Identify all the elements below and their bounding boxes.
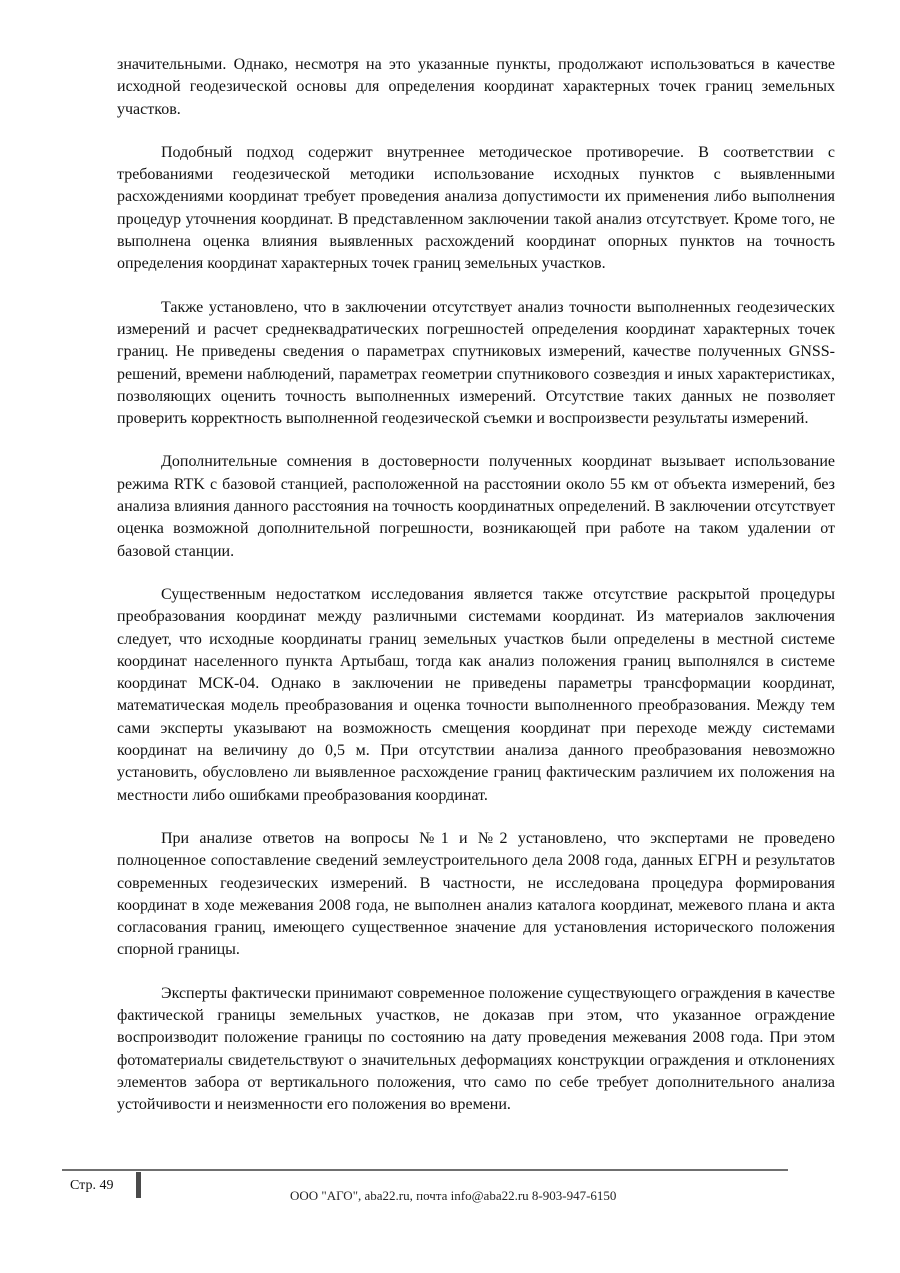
paragraph-1: значительными. Однако, несмотря на это указанные пункты, продолжают использоваться в качестве исходной геодезической основы для определения координат характерных точек границ земельных участков.: [117, 56, 835, 118]
paragraph-4: Дополнительные сомнения в достоверности полученных координат вызывает использование режима RTK с базовой станцией, расположенной на расстоянии около 55 км от объекта измерений, без анализа влияния данного расстояния на точность координатных определений. В заключении отсутствует оценка возможной дополнительной погрешности, возникающей при работе на таком удалении от базовой станции.: [117, 453, 835, 560]
page-footer: [62, 1165, 792, 1205]
paragraph-5: Существенным недостатком исследования является также отсутствие раскрытой процедуры преобразования координат между различными системами координат. Из материалов заключения следует, что исходные координаты границ земельных участков были определены в местной системе координат населенного пункта Артыбаш, тогда как анализ положения границ выполнялся в системе координат МСК-04. Однако в заключении не приведены параметры трансформации координат, математическая модель преобразования и оценка точности выполненного преобразования. Между тем сами эксперты указывают на возможность смещения координат при переходе между системами координат на величину до 0,5 м. При отсутствии анализа данного преобразования невозможно установить, обусловлено ли выявленное расхождение границ фактическим различием их положения на местности либо ошибками преобразования координат.: [117, 585, 835, 804]
footer-separator-mark: [136, 1172, 141, 1198]
paragraph-7: Эксперты фактически принимают современное положение существующего ограждения в качестве фактической границы земельных участков, не доказав при этом, что указанное ограждение воспроизводит положение границы по состоянию на дату проведения межевания 2008 года. При этом фотоматериалы свидетельствуют о значительных деформациях конструкции ограждения и отклонениях элементов забора от вертикального положения, что само по себе требует дополнительного анализа устойчивости и неизменности его положения во времени.: [117, 984, 835, 1114]
footer-divider: [62, 1169, 788, 1171]
document-body: [117, 54, 835, 1137]
paragraph-6: При анализе ответов на вопросы №1 и №2 установлено, что экспертами не проведено полноценное сопоставление сведений землеустроительного дела 2008 года, данных ЕГРН и результатов современных геодезических измерений. В частности, не исследована процедура формирования координат в ходе межевания 2008 года, не выполнен анализ каталога координат, межевого плана и акта согласования границ, имеющего существенное значение для установления исторического положения спорной границы.: [117, 829, 835, 959]
page-number: Стр. 49: [70, 1178, 114, 1193]
paragraph-2: Подобный подход содержит внутреннее методическое противоречие. В соответствии с требованиями геодезической методики использование исходных пунктов с выявленными расхождениями координат требует проведения анализа допустимости их применения либо выполнения процедур уточнения координат. В представленном заключении такой анализ отсутствует. Кроме того, не выполнена оценка влияния выявленных расхождений координат опорных пунктов на точность определения координат характерных точек границ земельных участков.: [117, 143, 835, 273]
paragraph-3: Также установлено, что в заключении отсутствует анализ точности выполненных геодезических измерений и расчет среднеквадратических погрешностей определения координат характерных точек границ. Не приведены сведения о параметрах спутниковых измерений, качестве полученных GNSS-решений, времени наблюдений, параметрах геометрии спутникового созвездия и иных характеристиках, позволяющих оценить точность выполненных измерений. Отсутствие таких данных не позволяет проверить корректность выполненной геодезической съемки и воспроизвести результаты измерений.: [117, 298, 835, 428]
footer-contacts: ООО "АГО", aba22.ru, почта info@aba22.ru 8-903-947-6150: [290, 1188, 617, 1203]
